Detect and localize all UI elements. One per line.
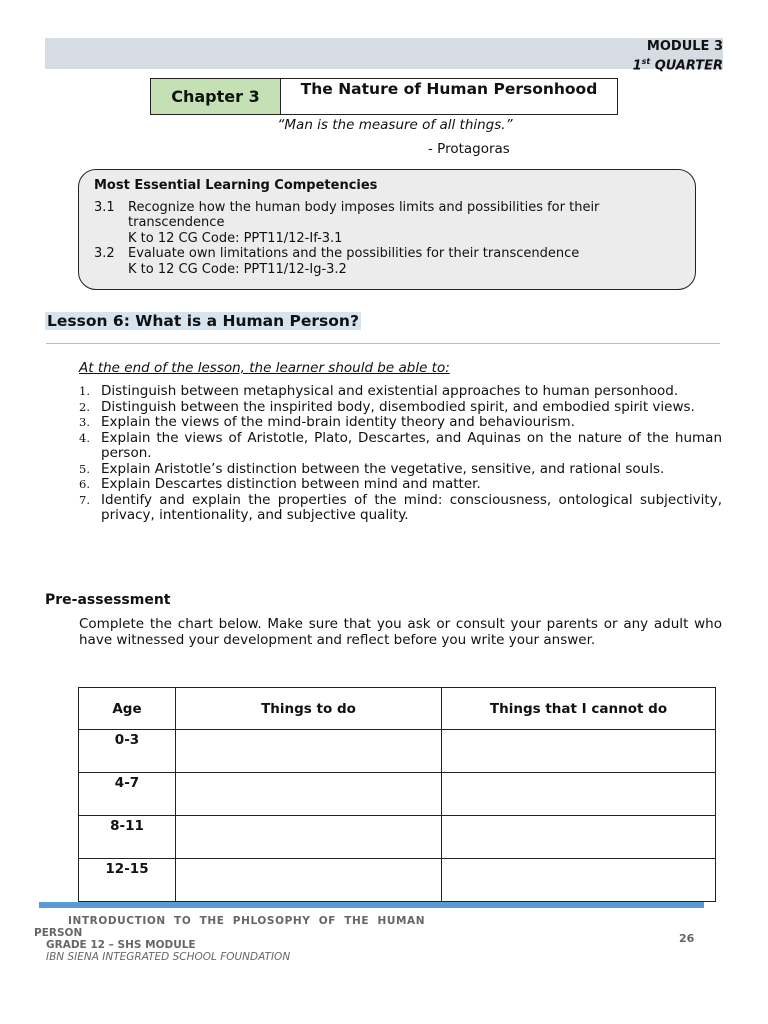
objectives-list xyxy=(79,384,722,524)
things-to-do-header: Things to do xyxy=(176,688,442,730)
objective-number: 1. xyxy=(79,384,90,398)
objective-text: Identify and explain the properties of the mind: consciousness, ontological subjectivity, privacy, intentionality, and subjective quality. xyxy=(101,491,722,523)
objective-text: Distinguish between metaphysical and existential approaches to human personhood. xyxy=(101,383,679,399)
pre-assessment-title: Pre-assessment xyxy=(45,592,171,608)
objective-item xyxy=(79,477,722,493)
chapter-label: Chapter 3 xyxy=(151,79,281,114)
objective-number: 2. xyxy=(79,399,90,414)
objective-text: Explain the views of the mind-brain identity theory and behaviourism. xyxy=(101,414,575,430)
chapter-title: The Nature of Human Personhood xyxy=(300,80,598,98)
footer-school: IBN SIENA INTEGRATED SCHOOL FOUNDATION xyxy=(46,951,291,963)
things-cannot-do-header: Things that I cannot do xyxy=(442,688,716,730)
things-to-do-cell[interactable] xyxy=(176,773,442,816)
things-to-do-cell[interactable] xyxy=(176,730,442,773)
table-header-row xyxy=(79,688,716,730)
things-cannot-do-cell[interactable] xyxy=(442,816,716,859)
chapter-box xyxy=(150,78,618,115)
objective-number: 7. xyxy=(79,492,90,507)
footer-course-title-cont: PERSON xyxy=(34,927,83,939)
competency-number: 3.1 xyxy=(94,199,115,215)
objective-item xyxy=(79,431,722,462)
objective-number: 4. xyxy=(79,430,90,445)
quarter-label: 1st QUARTER xyxy=(632,57,723,74)
melc-box xyxy=(78,169,696,290)
lesson-divider xyxy=(46,343,720,344)
age-cell: 12-15 xyxy=(79,859,176,902)
objective-text: Distinguish between the inspirited body, disembodied spirit, and embodied spirit views. xyxy=(101,398,695,415)
things-cannot-do-cell[interactable] xyxy=(442,730,716,773)
page-number: 26 xyxy=(679,932,695,945)
table-row xyxy=(79,859,716,902)
quote-author: - Protagoras xyxy=(428,141,510,157)
footer-text xyxy=(34,915,434,963)
objective-item xyxy=(79,384,722,400)
things-cannot-do-cell[interactable] xyxy=(442,773,716,816)
competency-item xyxy=(94,246,680,277)
age-cell: 0-3 xyxy=(79,730,176,773)
footer-course-title: INTRODUCTION TO THE PHLOSOPHY OF THE HUMAN xyxy=(68,915,426,927)
things-cannot-do-cell[interactable] xyxy=(442,859,716,902)
objective-text: Explain the views of Aristotle, Plato, Descartes, and Aquinas on the nature of the human person. xyxy=(101,429,722,461)
module-label: MODULE 3 xyxy=(646,39,723,54)
competency-item xyxy=(94,200,680,247)
age-cell: 4-7 xyxy=(79,773,176,816)
competency-text: Evaluate own limitations and the possibilities for their transcendence xyxy=(128,246,580,261)
header-band xyxy=(45,38,723,69)
objective-item xyxy=(79,493,722,524)
objective-text: Explain Aristotle’s distinction between the vegetative, sensitive, and rational souls. xyxy=(101,460,665,477)
age-header: Age xyxy=(79,688,176,730)
objective-text: Explain Descartes distinction between mind and matter. xyxy=(101,476,481,492)
things-to-do-cell[interactable] xyxy=(176,859,442,902)
module-header xyxy=(633,39,723,73)
objective-number: 6. xyxy=(79,477,90,491)
table-row xyxy=(79,773,716,816)
competency-text: Recognize how the human body imposes limits and possibilities for their transcendence xyxy=(128,199,600,230)
objective-item xyxy=(79,415,722,431)
competency-code: K to 12 CG Code: PPT11/12-Ig-3.2 xyxy=(128,261,347,277)
pre-assessment-instructions: Complete the chart below. Make sure that you ask or consult your parents or any adult who have witnessed your development and reflect before you write your answer. xyxy=(79,616,722,648)
footer-bar xyxy=(39,902,704,908)
quote-text: “Man is the measure of all things.” xyxy=(277,117,513,133)
footer-grade: GRADE 12 – SHS MODULE xyxy=(46,939,196,951)
objective-item xyxy=(79,400,722,416)
objectives-intro: At the end of the lesson, the learner should be able to: xyxy=(79,360,450,376)
lesson-title: Lesson 6: What is a Human Person? xyxy=(47,312,359,330)
age-cell: 8-11 xyxy=(79,816,176,859)
competency-number: 3.2 xyxy=(94,246,115,261)
objective-number: 5. xyxy=(79,461,90,476)
table-row xyxy=(79,816,716,859)
melc-title: Most Essential Learning Competencies xyxy=(94,178,378,193)
objective-number: 3. xyxy=(79,415,90,429)
objective-item xyxy=(79,462,722,478)
pre-assessment-table xyxy=(78,687,716,902)
competency-code: K to 12 CG Code: PPT11/12-If-3.1 xyxy=(128,230,343,246)
table-row xyxy=(79,730,716,773)
things-to-do-cell[interactable] xyxy=(176,816,442,859)
